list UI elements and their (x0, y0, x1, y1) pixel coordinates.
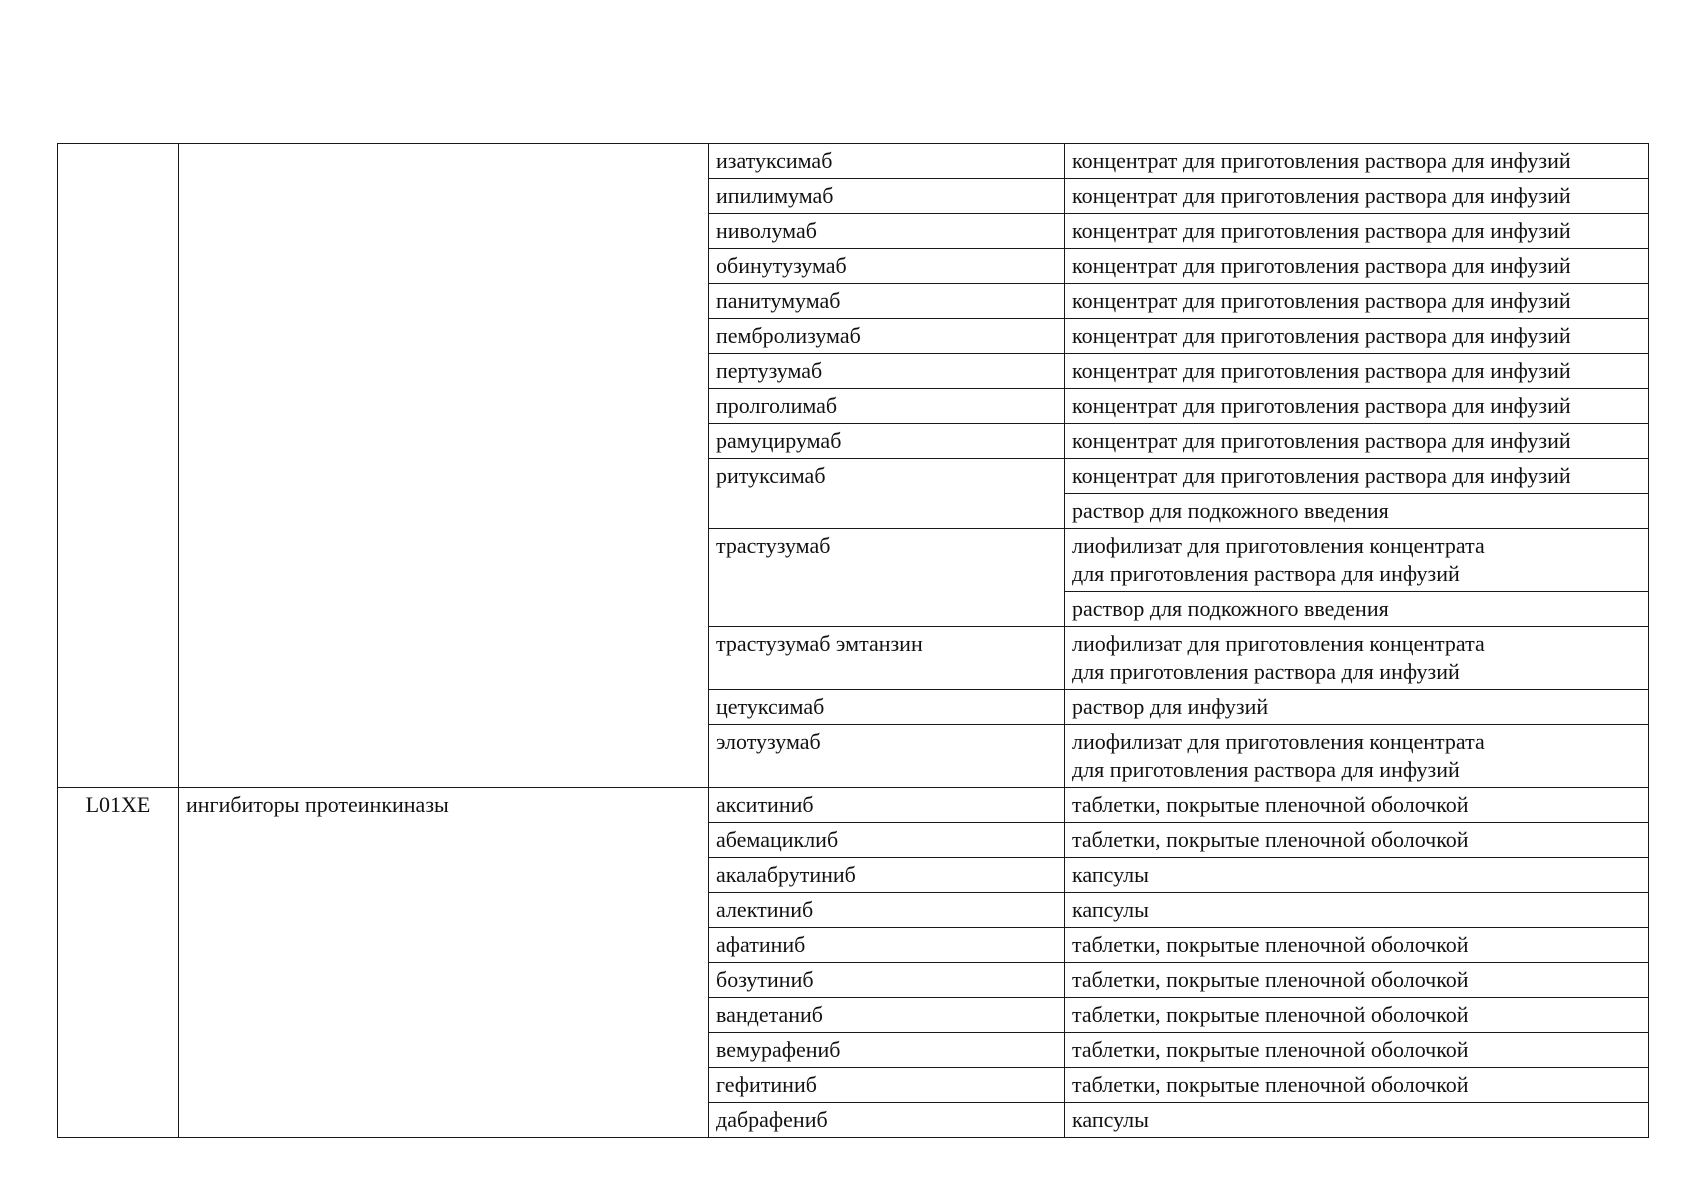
dosage-form-cell: концентрат для приготовления раствора для инфузий (1065, 179, 1649, 214)
drug-name-cell: ниволумаб (709, 214, 1065, 249)
table-body (58, 144, 1649, 1138)
dosage-form-cell: капсулы (1065, 858, 1649, 893)
dosage-form-cell: концентрат для приготовления раствора для инфузий (1065, 424, 1649, 459)
dosage-form-cell: таблетки, покрытые пленочной оболочкой (1065, 823, 1649, 858)
drug-name-cell: трастузумаб эмтанзин (709, 627, 1065, 690)
dosage-form-cell: концентрат для приготовления раствора для инфузий (1065, 459, 1649, 494)
drug-name-cell: обинутузумаб (709, 249, 1065, 284)
dosage-form-cell: таблетки, покрытые пленочной оболочкой (1065, 928, 1649, 963)
drug-name-cell: акалабрутиниб (709, 858, 1065, 893)
dosage-form-cell: раствор для подкожного введения (1065, 494, 1649, 529)
atc-code-cell: L01XE (58, 788, 179, 1138)
dosage-form-cell: раствор для подкожного введения (1065, 592, 1649, 627)
dosage-form-cell: концентрат для приготовления раствора для инфузий (1065, 284, 1649, 319)
drug-name-cell: изатуксимаб (709, 144, 1065, 179)
drug-name-cell: ритуксимаб (709, 459, 1065, 529)
dosage-form-cell: таблетки, покрытые пленочной оболочкой (1065, 1033, 1649, 1068)
dosage-form-cell: таблетки, покрытые пленочной оболочкой (1065, 788, 1649, 823)
drug-name-cell: панитумумаб (709, 284, 1065, 319)
drug-name-cell: пембролизумаб (709, 319, 1065, 354)
drug-name-cell: цетуксимаб (709, 690, 1065, 725)
dosage-form-cell: таблетки, покрытые пленочной оболочкой (1065, 1068, 1649, 1103)
drug-name-cell: гефитиниб (709, 1068, 1065, 1103)
atc-code-cell (58, 144, 179, 788)
drug-name-cell: пролголимаб (709, 389, 1065, 424)
table-row (58, 788, 1649, 823)
drug-table (57, 143, 1649, 1138)
drug-name-cell: рамуцирумаб (709, 424, 1065, 459)
pharmacological-group-cell (179, 144, 709, 788)
dosage-form-cell: лиофилизат для приготовления концентрата для приготовления раствора для инфузий (1065, 627, 1649, 690)
dosage-form-cell: таблетки, покрытые пленочной оболочкой (1065, 963, 1649, 998)
dosage-form-cell: концентрат для приготовления раствора для инфузий (1065, 214, 1649, 249)
drug-name-cell: бозутиниб (709, 963, 1065, 998)
dosage-form-cell: концентрат для приготовления раствора для инфузий (1065, 319, 1649, 354)
drug-name-cell: алектиниб (709, 893, 1065, 928)
dosage-form-cell: лиофилизат для приготовления концентрата для приготовления раствора для инфузий (1065, 725, 1649, 788)
dosage-form-cell: капсулы (1065, 893, 1649, 928)
dosage-form-cell: лиофилизат для приготовления концентрата для приготовления раствора для инфузий (1065, 529, 1649, 592)
drug-name-cell: вемурафениб (709, 1033, 1065, 1068)
drug-name-cell: абемациклиб (709, 823, 1065, 858)
dosage-form-cell: концентрат для приготовления раствора для инфузий (1065, 144, 1649, 179)
dosage-form-cell: таблетки, покрытые пленочной оболочкой (1065, 998, 1649, 1033)
drug-name-cell: вандетаниб (709, 998, 1065, 1033)
dosage-form-cell: капсулы (1065, 1103, 1649, 1138)
table-row (58, 144, 1649, 179)
drug-name-cell: акситиниб (709, 788, 1065, 823)
drug-name-cell: элотузумаб (709, 725, 1065, 788)
pharmacological-group-cell: ингибиторы протеинкиназы (179, 788, 709, 1138)
drug-name-cell: дабрафениб (709, 1103, 1065, 1138)
drug-name-cell: афатиниб (709, 928, 1065, 963)
dosage-form-cell: концентрат для приготовления раствора для инфузий (1065, 249, 1649, 284)
dosage-form-cell: концентрат для приготовления раствора для инфузий (1065, 389, 1649, 424)
dosage-form-cell: концентрат для приготовления раствора для инфузий (1065, 354, 1649, 389)
dosage-form-cell: раствор для инфузий (1065, 690, 1649, 725)
drug-name-cell: пертузумаб (709, 354, 1065, 389)
drug-name-cell: ипилимумаб (709, 179, 1065, 214)
drug-name-cell: трастузумаб (709, 529, 1065, 627)
